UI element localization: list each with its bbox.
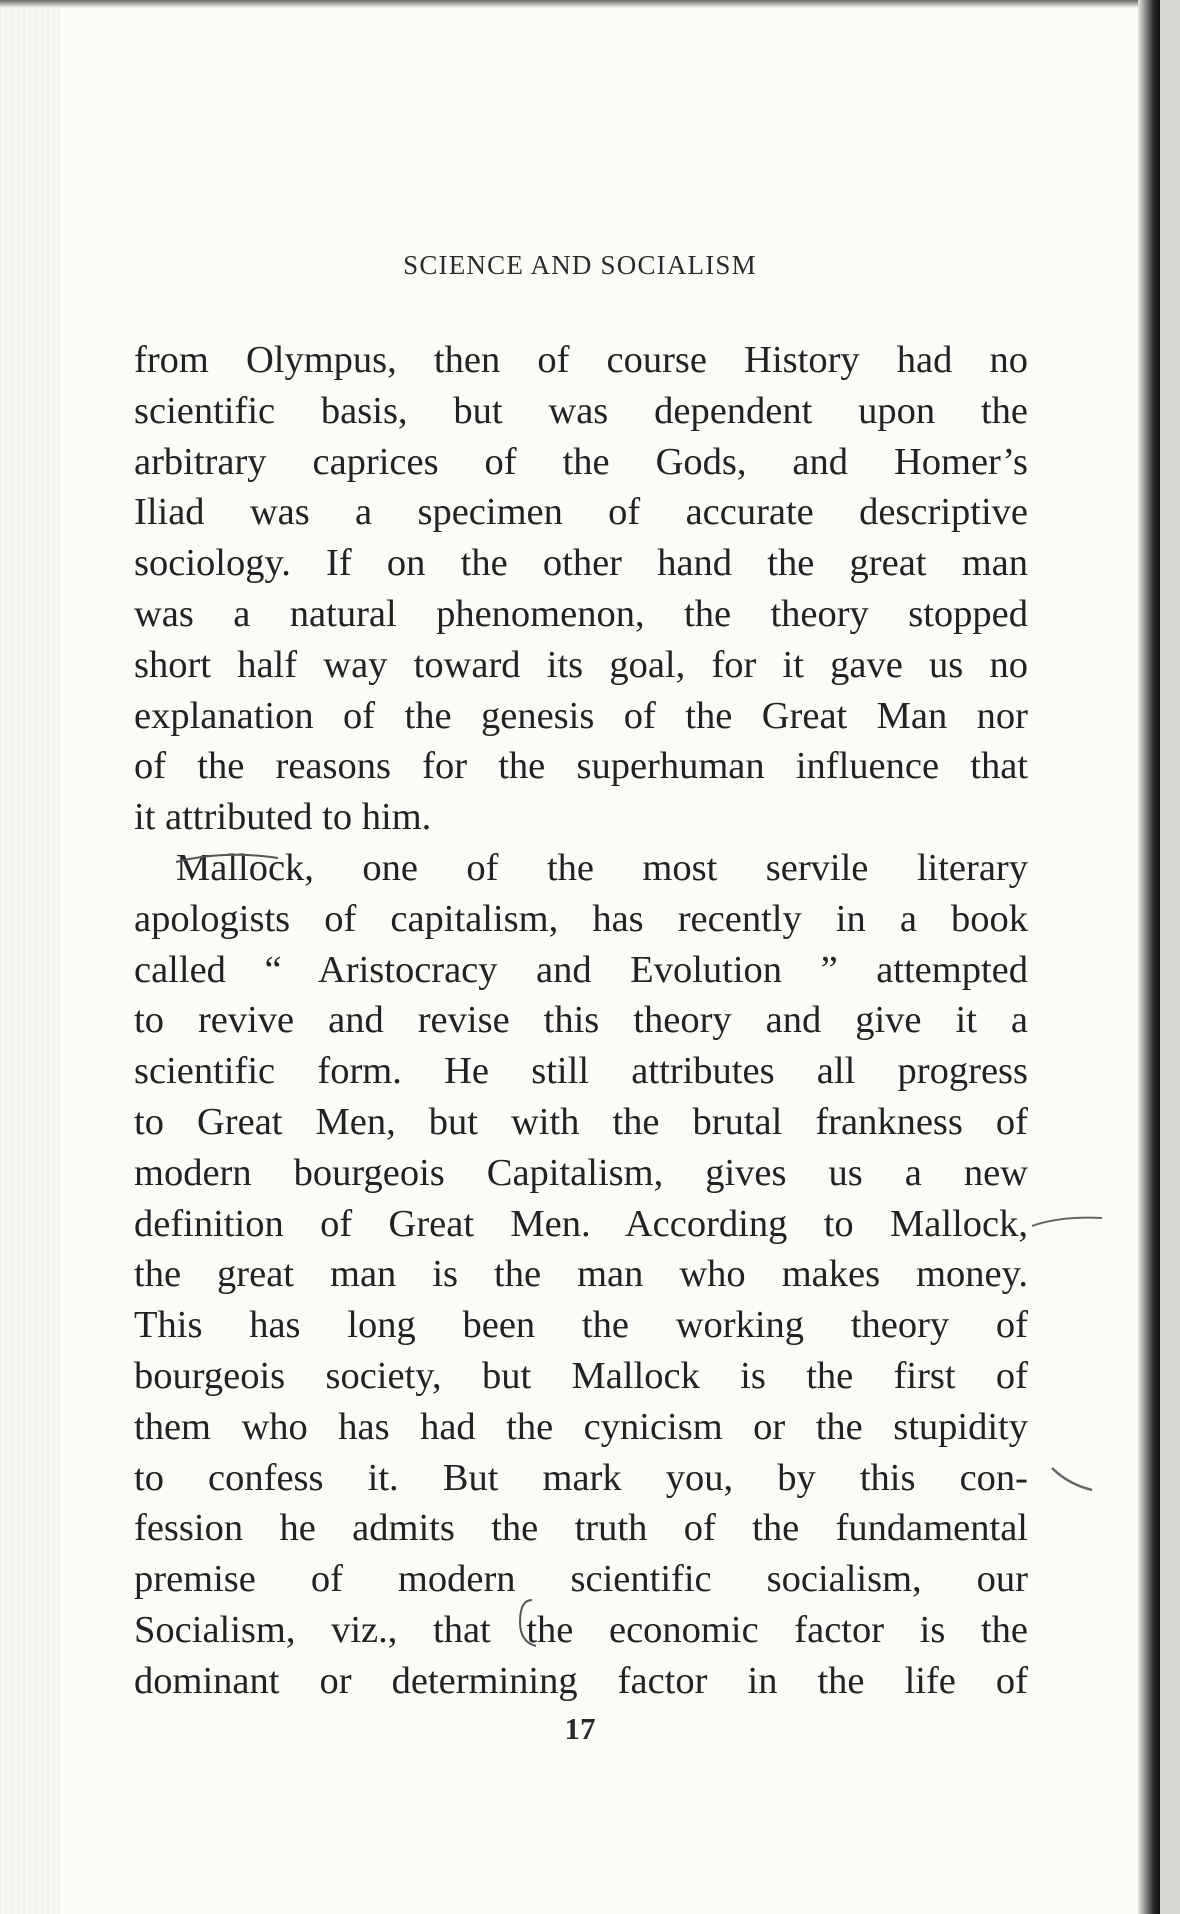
text-line: to Great Men, but with the brutal frankness of xyxy=(134,1100,1028,1143)
text-line: of the reasons for the superhuman influence that xyxy=(134,745,1028,788)
text-line: called “ Aristocracy and Evolution ” attempted xyxy=(134,948,1028,991)
text-line: the great man is the man who makes money. xyxy=(134,1253,1028,1296)
text-line: explanation of the genesis of the Great Man nor xyxy=(134,694,1028,737)
text-line: premise of modern scientific socialism, our xyxy=(134,1558,1028,1601)
text-line: Iliad was a specimen of accurate descriptive xyxy=(134,491,1028,534)
pencil-bracket-mark xyxy=(506,1596,546,1656)
margin-pencil-mark xyxy=(1050,1462,1100,1502)
paragraph-start-line: Mallock, one of the most servile literary xyxy=(176,846,1028,889)
text-line: it attributed to him. xyxy=(134,796,432,839)
text-line: scientific form. He still attributes all progress xyxy=(134,1050,1028,1093)
text-line: arbitrary caprices of the Gods, and Homer’s xyxy=(134,440,1028,483)
text-line: apologists of capitalism, has recently in a book xyxy=(134,897,1028,940)
pencil-underline-mark xyxy=(174,848,284,868)
page-right-edge xyxy=(1138,0,1160,1914)
text-line: to confess it. But mark you, by this con- xyxy=(134,1456,1028,1499)
text-line: bourgeois society, but Mallock is the first of xyxy=(134,1354,1028,1397)
text-line: Socialism, viz., that the economic factor is the xyxy=(134,1608,1028,1651)
body-text xyxy=(134,335,1028,1707)
page-gutter-texture xyxy=(0,0,60,1914)
text-line: scientific basis, but was dependent upon the xyxy=(134,389,1028,432)
text-line: was a natural phenomenon, the theory stopped xyxy=(134,592,1028,635)
text-line: dominant or determining factor in the life of xyxy=(134,1659,1028,1702)
text-line: This has long been the working theory of xyxy=(134,1304,1028,1347)
text-line: them who has had the cynicism or the stupidity xyxy=(134,1405,1028,1448)
text-line: modern bourgeois Capitalism, gives us a new xyxy=(134,1151,1028,1194)
running-head: SCIENCE AND SOCIALISM xyxy=(403,250,757,280)
text-line: fession he admits the truth of the fundamental xyxy=(134,1507,1028,1550)
text-line: definition of Great Men. According to Mallock, xyxy=(134,1202,1028,1245)
text-line: short half way toward its goal, for it gave us no xyxy=(134,643,1028,686)
text-line: sociology. If on the other hand the great man xyxy=(134,542,1028,585)
text-line: to revive and revise this theory and give it a xyxy=(134,999,1028,1042)
page-top-edge xyxy=(0,0,1160,8)
margin-pencil-mark xyxy=(1030,1208,1110,1238)
page-number: 17 xyxy=(564,1711,596,1746)
text-line: from Olympus, then of course History had no xyxy=(134,339,1028,381)
